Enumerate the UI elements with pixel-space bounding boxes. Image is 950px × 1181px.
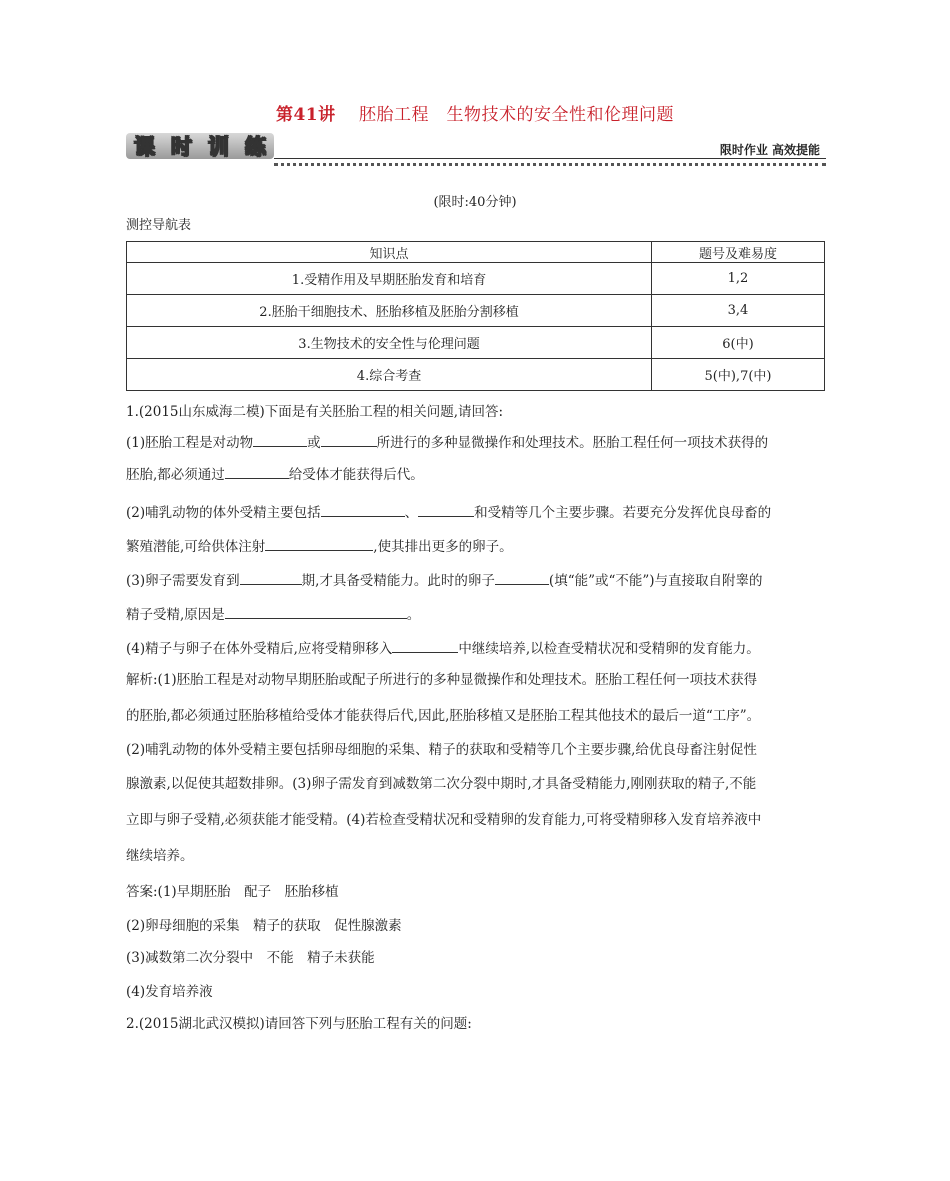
banner-dotted-rule bbox=[274, 163, 826, 166]
table-cell: 5(中),7(中) bbox=[652, 359, 825, 391]
answer-blank[interactable] bbox=[321, 432, 377, 447]
question-text: (3)卵子需要发育到 bbox=[126, 573, 240, 589]
table-row bbox=[127, 295, 825, 327]
question-text: 给受体才能获得后代。 bbox=[288, 467, 424, 483]
badge-char: 练 bbox=[245, 135, 266, 159]
banner-rule bbox=[274, 158, 826, 159]
question-text: 胚胎,都必须通过 bbox=[126, 467, 225, 483]
table-cell: 3,4 bbox=[652, 295, 825, 327]
analysis-line: (2)哺乳动物的体外受精主要包括卵母细胞的采集、精子的获取和受精等几个主要步骤,给优良母畜注射促性 bbox=[126, 742, 757, 758]
question-text: 繁殖潜能,可给供体注射 bbox=[126, 539, 266, 555]
table-row bbox=[127, 327, 825, 359]
analysis-line: 的胚胎,都必须通过胚胎移植给受体才能获得后代,因此,胚胎移植又是胚胎工程其他技术的最后一道“工序”。 bbox=[126, 708, 761, 724]
question-text: 。 bbox=[406, 607, 421, 623]
question-1-part3-line1 bbox=[126, 570, 826, 591]
answer-line: (4)发育培养液 bbox=[126, 984, 213, 1000]
analysis-line: 解析:(1)胚胎工程是对动物早期胚胎或配子所进行的多种显微操作和处理技术。胚胎工程任何一项技术获得 bbox=[126, 672, 758, 688]
table-cell: 1,2 bbox=[652, 263, 825, 295]
badge-char: 时 bbox=[171, 135, 192, 159]
question-text: (2)哺乳动物的体外受精主要包括 bbox=[126, 505, 321, 521]
answer-line: (3)减数第二次分裂中 不能 精子未获能 bbox=[126, 950, 375, 966]
question-text: 、 bbox=[404, 505, 419, 521]
page-title bbox=[0, 100, 950, 125]
question-1-part1-line2 bbox=[126, 464, 826, 485]
table-cell: 1.受精作用及早期胚胎发育和培育 bbox=[127, 263, 652, 295]
banner-slogan: 限时作业 高效提能 bbox=[719, 143, 820, 157]
question-2-stem: 2.(2015湖北武汉模拟)请回答下列与胚胎工程有关的问题: bbox=[126, 1016, 472, 1032]
question-text: 中继续培养,以检查受精状况和受精卵的发育能力。 bbox=[458, 641, 760, 657]
badge-char: 课 bbox=[134, 135, 155, 159]
analysis-line: 腺激素,以促使其超数排卵。(3)卵子需发育到减数第二次分裂中期时,才具备受精能力,刚刚获取的精子,不能 bbox=[126, 776, 757, 792]
answer-blank[interactable] bbox=[321, 502, 405, 517]
answer-blank[interactable] bbox=[265, 536, 373, 551]
analysis-line: 继续培养。 bbox=[126, 848, 194, 864]
table-cell: 6(中) bbox=[652, 327, 825, 359]
answer-blank[interactable] bbox=[418, 502, 474, 517]
question-text: (1)胚胎工程是对动物 bbox=[126, 435, 254, 451]
nav-table bbox=[126, 241, 825, 391]
table-header-row bbox=[127, 242, 825, 263]
answer-blank[interactable] bbox=[392, 638, 458, 653]
header-question-no: 题号及难易度 bbox=[652, 242, 825, 263]
section-badge bbox=[126, 131, 274, 161]
question-text: ,使其排出更多的卵子。 bbox=[373, 539, 513, 555]
question-text: (4)精子与卵子在体外受精后,应将受精卵移入 bbox=[126, 641, 393, 657]
lecture-number: 第41讲 bbox=[275, 105, 336, 125]
nav-table-title: 测控导航表 bbox=[126, 218, 192, 233]
table-row bbox=[127, 359, 825, 391]
question-text: 精子受精,原因是 bbox=[126, 607, 225, 623]
question-1-part2-line2 bbox=[126, 536, 826, 557]
question-text: (填“能”或“不能”)与直接取自附睾的 bbox=[548, 573, 763, 589]
section-banner bbox=[126, 131, 826, 165]
table-cell: 4.综合考查 bbox=[127, 359, 652, 391]
answer-blank[interactable] bbox=[225, 604, 407, 619]
answer-blank[interactable] bbox=[495, 570, 549, 585]
analysis-line: 立即与卵子受精,必须获能才能受精。(4)若检查受精状况和受精卵的发育能力,可将受精卵移入发育培养液中 bbox=[126, 812, 762, 828]
answer-blank[interactable] bbox=[240, 570, 302, 585]
question-text: 或 bbox=[307, 435, 321, 451]
question-text: 期,才具备受精能力。此时的卵子 bbox=[301, 573, 495, 589]
time-limit: (限时:40分钟) bbox=[433, 195, 517, 210]
answer-line: (2)卵母细胞的采集 精子的获取 促性腺激素 bbox=[126, 918, 402, 934]
answer-line: 答案:(1)早期胚胎 配子 胚胎移植 bbox=[126, 884, 339, 900]
answer-blank[interactable] bbox=[225, 464, 289, 479]
question-text: 和受精等几个主要步骤。若要充分发挥优良母畜的 bbox=[474, 505, 772, 521]
question-1-part2-line1 bbox=[126, 502, 826, 523]
question-1-stem: 1.(2015山东威海二模)下面是有关胚胎工程的相关问题,请回答: bbox=[126, 404, 504, 420]
lecture-title: 胚胎工程 生物技术的安全性和伦理问题 bbox=[359, 105, 675, 125]
table-row bbox=[127, 263, 825, 295]
badge-char: 训 bbox=[208, 135, 229, 159]
question-text: 所进行的多种显微操作和处理技术。胚胎工程任何一项技术获得的 bbox=[376, 435, 769, 451]
question-1-part3-line2 bbox=[126, 604, 826, 625]
question-1-part1-line1 bbox=[126, 432, 826, 453]
answer-blank[interactable] bbox=[253, 432, 307, 447]
table-cell: 2.胚胎干细胞技术、胚胎移植及胚胎分割移植 bbox=[127, 295, 652, 327]
table-cell: 3.生物技术的安全性与伦理问题 bbox=[127, 327, 652, 359]
question-1-part4 bbox=[126, 638, 826, 659]
header-knowledge: 知识点 bbox=[127, 242, 652, 263]
